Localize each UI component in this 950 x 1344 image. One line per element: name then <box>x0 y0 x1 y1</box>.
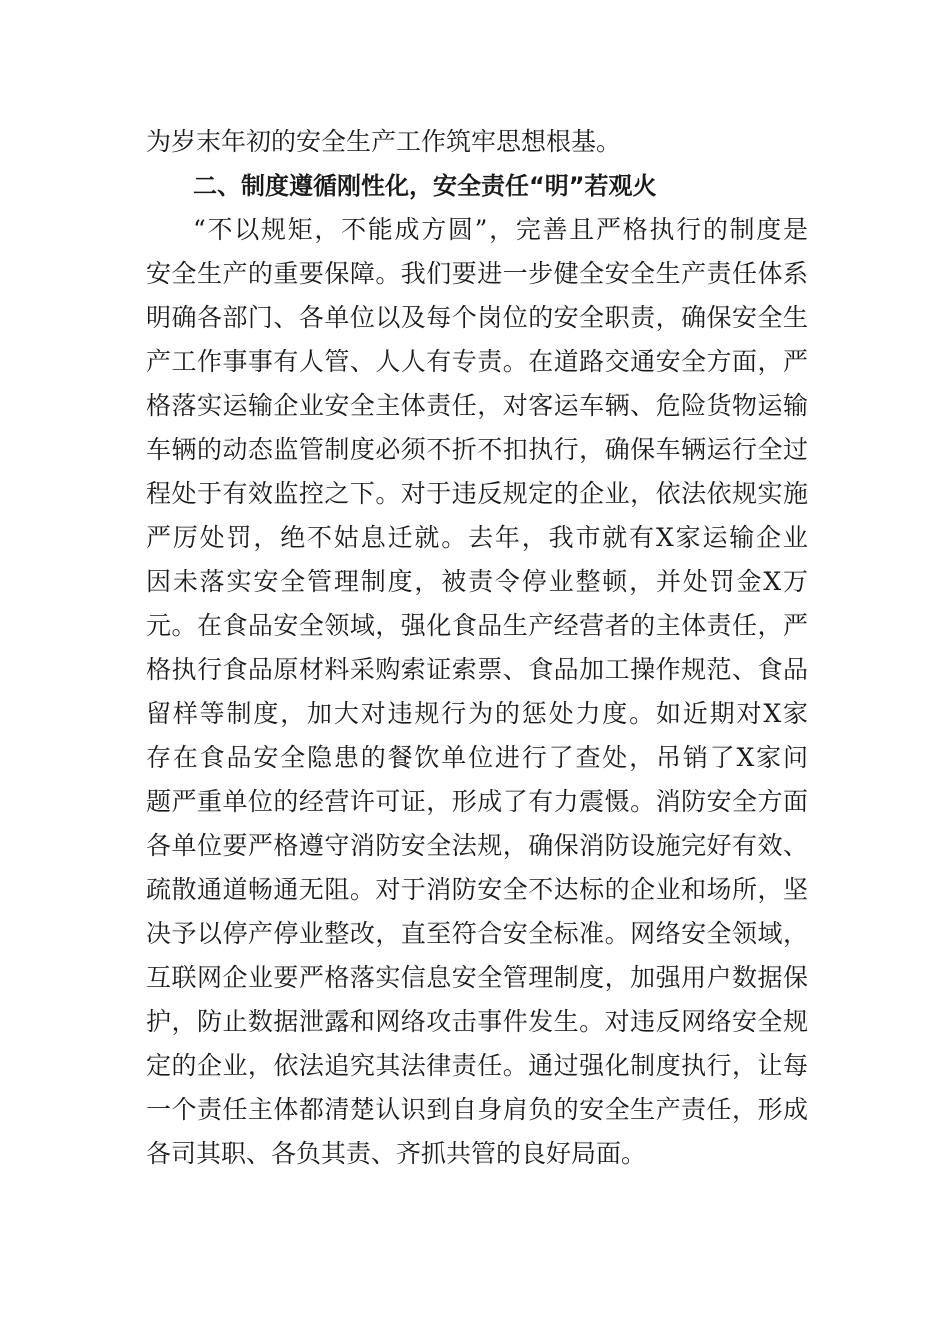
paragraph-line: 护，防止数据泄露和网络攻击事件发生。对违反网络安全规 <box>146 1007 808 1036</box>
paragraph-line: 明确各部门、各单位以及每个岗位的安全职责，确保安全生 <box>146 303 808 332</box>
paragraph-line: 车辆的动态监管制度必须不折不扣执行，确保车辆运行全过 <box>146 435 808 464</box>
paragraph-line: 产工作事事有人管、人人有专责。在道路交通安全方面，严 <box>146 347 808 376</box>
paragraph-line: 存在食品安全隐患的餐饮单位进行了查处，吊销了X家问 <box>146 743 808 772</box>
paragraph-line: 因未落实安全管理制度，被责令停业整顿，并处罚金X万 <box>146 567 808 596</box>
section-heading: 二、制度遵循刚性化，安全责任“明”若观火 <box>193 172 657 200</box>
paragraph-line: 格落实运输企业安全主体责任，对客运车辆、危险货物运输 <box>146 391 808 420</box>
paragraph-line: 为岁末年初的安全生产工作筑牢思想根基。 <box>146 127 622 156</box>
paragraph-line: 各司其职、各负其责、齐抓共管的良好局面。 <box>146 1139 647 1168</box>
paragraph-line: 各单位要严格遵守消防安全法规，确保消防设施完好有效、 <box>146 831 808 860</box>
paragraph-line: “不以规矩，不能成方圆”，完善且严格执行的制度是 <box>193 215 808 244</box>
paragraph-line: 互联网企业要严格落实信息安全管理制度，加强用户数据保 <box>146 963 808 992</box>
paragraph-line: 决予以停产停业整改，直至符合安全标准。网络安全领域， <box>146 919 808 948</box>
paragraph-line: 元。在食品安全领域，强化食品生产经营者的主体责任，严 <box>146 611 808 640</box>
paragraph-line: 程处于有效监控之下。对于违反规定的企业，依法依规实施 <box>146 479 808 508</box>
paragraph-line: 题严重单位的经营许可证，形成了有力震慑。消防安全方面 <box>146 787 808 816</box>
paragraph-line: 严厉处罚，绝不姑息迁就。去年，我市就有X家运输企业 <box>146 523 808 552</box>
paragraph-line: 一个责任主体都清楚认识到自身肩负的安全生产责任，形成 <box>146 1095 808 1124</box>
paragraph-line: 定的企业，依法追究其法律责任。通过强化制度执行，让每 <box>146 1051 808 1080</box>
paragraph-line: 疏散通道畅通无阻。对于消防安全不达标的企业和场所，坚 <box>146 875 808 904</box>
paragraph-line: 安全生产的重要保障。我们要进一步健全安全生产责任体系 <box>146 259 808 288</box>
paragraph-line: 留样等制度，加大对违规行为的惩处力度。如近期对X家 <box>146 699 808 728</box>
paragraph-line: 格执行食品原材料采购索证索票、食品加工操作规范、食品 <box>146 655 808 684</box>
